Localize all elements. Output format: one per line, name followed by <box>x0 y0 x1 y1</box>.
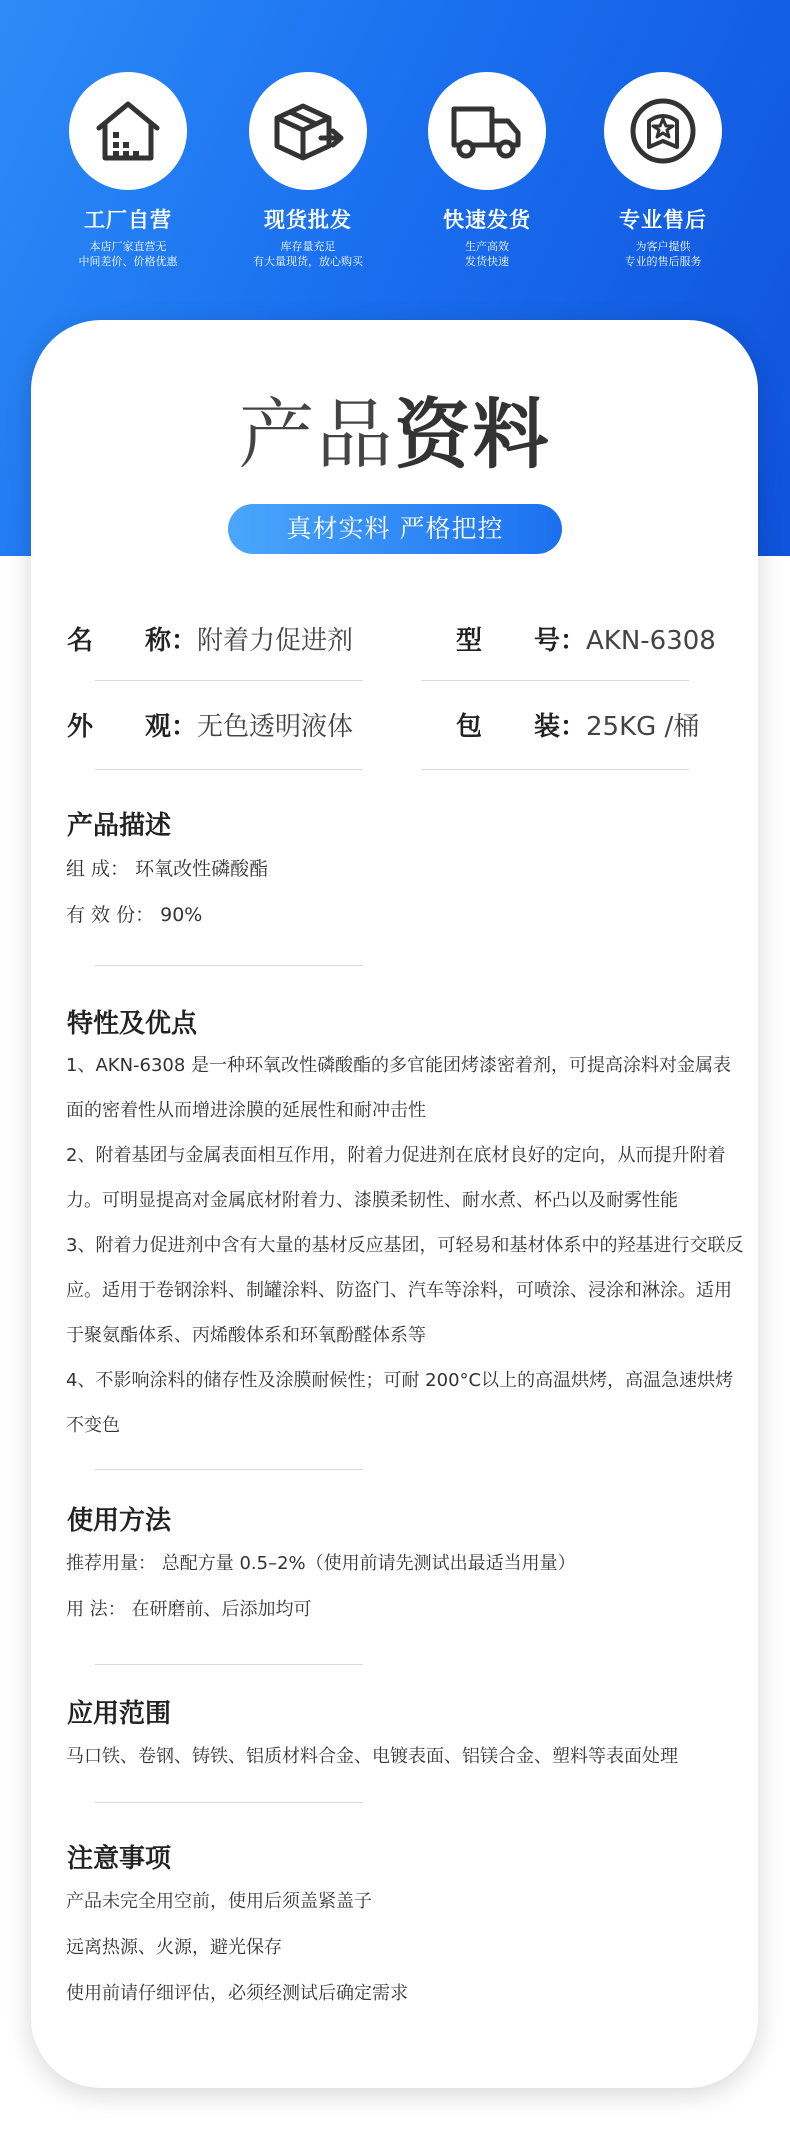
product-info-card <box>31 320 758 2088</box>
spec-name <box>67 616 353 666</box>
note-line: 产品未完全用空前，使用后须盖紧盖子 <box>66 1891 372 1912</box>
feature-sub-line: 中间差价、价格优惠 <box>78 255 178 268</box>
card-title <box>31 390 758 480</box>
feature-sub-line: 专业的售后服务 <box>624 255 702 268</box>
spec-appearance <box>67 702 353 752</box>
feature-subtitle <box>38 239 218 269</box>
feature-circle <box>249 72 367 190</box>
feature-circle <box>604 72 722 190</box>
section-heading-features: 特性及优点 <box>67 1009 198 1039</box>
feature-sub-line: 为客户提供 <box>635 240 691 253</box>
feature-title: 工厂自营 <box>84 208 172 232</box>
description-line: 有 效 份： 90% <box>66 904 203 926</box>
card-title-light: 产品 <box>238 390 395 479</box>
spec-label: 名 称： <box>67 626 198 656</box>
note-line: 远离热源、火源，避光保存 <box>66 1937 282 1958</box>
truck-icon <box>448 99 526 163</box>
section-heading-application: 应用范围 <box>67 1699 172 1729</box>
note-line: 使用前请仔细评估，必须经测试后确定需求 <box>66 1983 408 2004</box>
feature-item: 2、附着基团与金属表面相互作用，附着力促进剂在底材良好的定向，从而提升附着力。可明显提高对金属底材附着力、漆膜柔韧性、耐水煮、杯凸以及耐雾性能 <box>66 1145 726 1211</box>
divider <box>95 680 363 681</box>
feature-item: 1、AKN-6308 是一种环氧改性磷酸酯的多官能团烤漆密着剂，可提高涂料对金属表面的密着性从而增进涂膜的延展性和耐冲击性 <box>66 1055 732 1121</box>
service-badge-icon <box>627 95 699 167</box>
slogan-pill: 真材实料 严格把控 <box>228 504 562 554</box>
feature-sub-line: 本店厂家直营无 <box>89 240 167 253</box>
spec-value: 25KG /桶 <box>586 712 700 742</box>
feature-row <box>0 72 790 272</box>
description-line: 组 成： 环氧改性磷酸酯 <box>66 858 269 880</box>
divider <box>421 680 689 681</box>
feature-title: 专业售后 <box>619 208 707 232</box>
feature-subtitle <box>573 239 753 269</box>
spec-packaging <box>456 702 699 752</box>
usage-line: 用 法： 在研磨前、后添加均可 <box>66 1599 312 1620</box>
divider <box>95 1469 363 1470</box>
section-heading-description: 产品描述 <box>67 811 172 841</box>
application-text: 马口铁、卷钢、铸铁、铝质材料合金、电镀表面、铝镁合金、塑料等表面处理 <box>66 1746 678 1767</box>
feature-item: 4、不影响涂料的储存性及涂膜耐候性；可耐 200°C以上的高温烘烤，高温急速烘烤不变色 <box>66 1370 734 1436</box>
feature-factory <box>38 72 218 269</box>
usage-line: 推荐用量： 总配方量 0.5–2%（使用前请先测试出最适当用量） <box>66 1553 576 1574</box>
feature-title: 现货批发 <box>264 208 352 232</box>
factory-icon <box>93 96 163 166</box>
spec-value: 附着力促进剂 <box>197 626 354 656</box>
feature-item: 3、附着力促进剂中含有大量的基材反应基团，可轻易和基材体系中的羟基进行交联反应。适用于卷钢涂料、制罐涂料、防盗门、汽车等涂料，可喷涂、浸涂和淋涂。适用于聚氨酯体系、丙烯酸体系和环氧酚醛体系等 <box>66 1235 744 1346</box>
divider <box>95 965 363 966</box>
feature-stock <box>218 72 398 269</box>
divider <box>95 1664 363 1665</box>
feature-sub-line: 生产高效 <box>465 240 509 253</box>
feature-sub-line: 有大量现货，放心购买 <box>253 255 363 268</box>
feature-circle <box>69 72 187 190</box>
spec-value: AKN-6308 <box>586 626 716 656</box>
divider <box>421 769 689 770</box>
feature-shipping <box>397 72 577 269</box>
feature-circle <box>428 72 546 190</box>
feature-subtitle <box>218 239 398 269</box>
divider <box>95 1802 363 1803</box>
divider <box>95 769 363 770</box>
feature-sub-line: 发货快速 <box>465 255 509 268</box>
section-heading-usage: 使用方法 <box>67 1506 172 1536</box>
spec-label: 型 号： <box>456 626 587 656</box>
spec-label: 外 观： <box>67 712 198 742</box>
features-list <box>66 1043 746 1448</box>
feature-sub-line: 库存量充足 <box>280 240 336 253</box>
spec-model <box>456 616 716 666</box>
card-title-bold: 资料 <box>394 390 551 479</box>
feature-aftersales <box>573 72 753 269</box>
spec-label: 包 装： <box>456 712 587 742</box>
package-icon <box>269 96 347 166</box>
section-heading-notes: 注意事项 <box>67 1844 172 1874</box>
feature-title: 快速发货 <box>443 208 531 232</box>
spec-value: 无色透明液体 <box>197 712 354 742</box>
feature-subtitle <box>397 239 577 269</box>
